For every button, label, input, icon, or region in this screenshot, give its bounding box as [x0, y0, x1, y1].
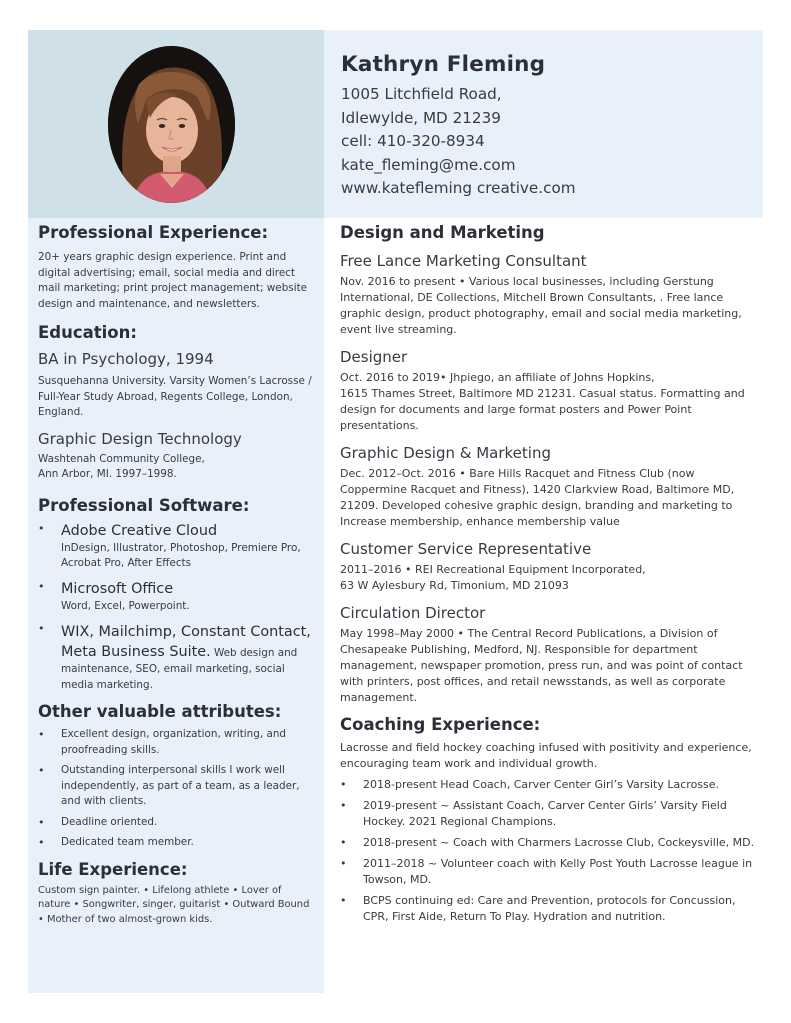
profile-photo	[108, 46, 235, 203]
software-desc: Word, Excel, Powerpoint.	[61, 599, 190, 612]
job-title-1: Free Lance Marketing Consultant	[340, 252, 587, 270]
coaching-list	[340, 777, 764, 925]
phone: cell: 410-320-8934	[341, 132, 485, 150]
list-item: • Deadline oriented.	[38, 815, 316, 831]
list-item: • 2019-present ~ Assistant Coach, Carver Center Girls’ Varsity Field Hockey. 2021 Regional Champions.	[340, 798, 764, 830]
education-degree-2: Graphic Design Technology	[38, 429, 242, 448]
job-text-4b: 63 W Aylesbury Rd, Timonium, MD 21093	[340, 579, 569, 592]
list-item	[38, 580, 316, 615]
list-item: • BCPS continuing ed: Care and Prevention, protocols for Concussion, CPR, First Aide, Return To Play. Hydration and nutrition.	[340, 893, 764, 925]
address-line-1: 1005 Litchfield Road,	[341, 85, 502, 103]
website-link[interactable]: www.katefleming creative.com	[341, 179, 576, 197]
software-title: WIX, Mailchimp, Constant Contact, Meta Business Suite.	[61, 624, 311, 660]
coaching-heading: Coaching Experience:	[340, 715, 541, 734]
job-title-3: Graphic Design & Marketing	[340, 444, 551, 462]
life-experience-text: Custom sign painter. • Lifelong athlete • Lover of nature • Songwriter, singer, guitarist • Outward Bound • Mother of two almost-grown kids.	[38, 884, 310, 925]
right-column	[340, 222, 764, 925]
job-text-1: Nov. 2016 to present • Various local businesses, including Gerstung International, DE Collections, Mitchell Brown Consultants, . Free lance graphic design, product photography, email and social media marketing, event live streaming.	[340, 275, 742, 336]
software-desc: InDesign, Illustrator, Photoshop, Premiere Pro, Acrobat Pro, After Effects	[61, 541, 301, 569]
attributes-list	[38, 727, 316, 851]
education-degree-1: BA in Psychology, 1994	[38, 350, 214, 368]
list-item: • Excellent design, organization, writing, and proofreading skills.	[38, 727, 316, 758]
email-link[interactable]: kate_fleming@me.com	[341, 155, 516, 174]
list-item	[38, 522, 316, 572]
list-item: • Dedicated team member.	[38, 835, 316, 851]
life-experience-heading: Life Experience:	[38, 859, 188, 879]
coaching-intro: Lacrosse and field hockey coaching infused with positivity and experience, encouraging team work and individual growth.	[340, 741, 752, 770]
education-detail-2b: Ann Arbor, MI. 1997–1998.	[38, 468, 177, 480]
address-line-2: Idlewylde, MD 21239	[341, 108, 501, 127]
software-title: • Adobe Creative Cloud	[61, 522, 218, 539]
job-text-4a: 2011–2016 • REI Recreational Equipment Incorporated,	[340, 563, 646, 576]
contact-header	[341, 52, 761, 201]
job-text-2a: Oct. 2016 to 2019• Jhpiego, an affiliate of Johns Hopkins,	[340, 371, 655, 384]
portrait-image	[108, 46, 235, 203]
job-text-2b: 1615 Thames Street, Baltimore MD 21231. Casual status. Formatting and design for documents and large format posters and Power Point presentations.	[340, 387, 745, 432]
job-text-5: May 1998–May 2000 • The Central Record Publications, a Division of Chesapeake Publishing, Medford, NJ. Responsible for department management, newspaper promotion, press run, and was point of contact with printers, post offices, and retail newsstands, as well as corporate management.	[340, 627, 743, 704]
left-column	[38, 222, 316, 927]
list-item: • 2011–2018 ~ Volunteer coach with Kelly Post Youth Lacrosse league in Towson, MD.	[340, 856, 764, 888]
job-title-4: Customer Service Representative	[340, 540, 592, 558]
job-text-3: Dec. 2012–Oct. 2016 • Bare Hills Racquet and Fitness Club (now Coppermine Racquet and Fitness), 1420 Clarkview Road, Baltimore MD, 21209. Developed cohesive graphic design, branding and marketing to Increase membership, enhance membership value	[340, 467, 735, 528]
list-item: • 2018-present ~ Coach with Charmers Lacrosse Club, Cockeysville, MD.	[340, 835, 764, 851]
professional-experience-heading: Professional Experience:	[38, 223, 269, 242]
job-title-5: Circulation Director	[340, 604, 486, 622]
software-entry	[61, 622, 316, 693]
software-title: • Microsoft Office	[61, 580, 174, 597]
job-title-2: Designer	[340, 348, 408, 366]
list-item	[38, 622, 316, 693]
software-heading: Professional Software:	[38, 495, 250, 515]
design-marketing-heading: Design and Marketing	[340, 223, 545, 242]
education-detail-1: Susquehanna University. Varsity Women’s Lacrosse / Full-Year Study Abroad, Regents College, London, England.	[38, 375, 312, 418]
software-desc: Web design and maintenance, SEO, email marketing, social media marketing.	[61, 647, 298, 691]
list-item: • Outstanding interpersonal skills I work well independently, as part of a team, as a leader, and with clients.	[38, 763, 316, 810]
person-name: Kathryn Fleming	[341, 52, 546, 77]
list-item: • 2018-present Head Coach, Carver Center Girl’s Varsity Lacrosse.	[340, 777, 764, 793]
education-detail-2a: Washtenah Community College,	[38, 452, 205, 465]
professional-experience-text: 20+ years graphic design experience. Print and digital advertising; email, social media and direct mail marketing; print project management; website design and maintenance, and newsletters.	[38, 251, 308, 310]
education-heading: Education:	[38, 323, 137, 342]
software-list	[38, 522, 316, 694]
attributes-heading: Other valuable attributes:	[38, 702, 282, 721]
